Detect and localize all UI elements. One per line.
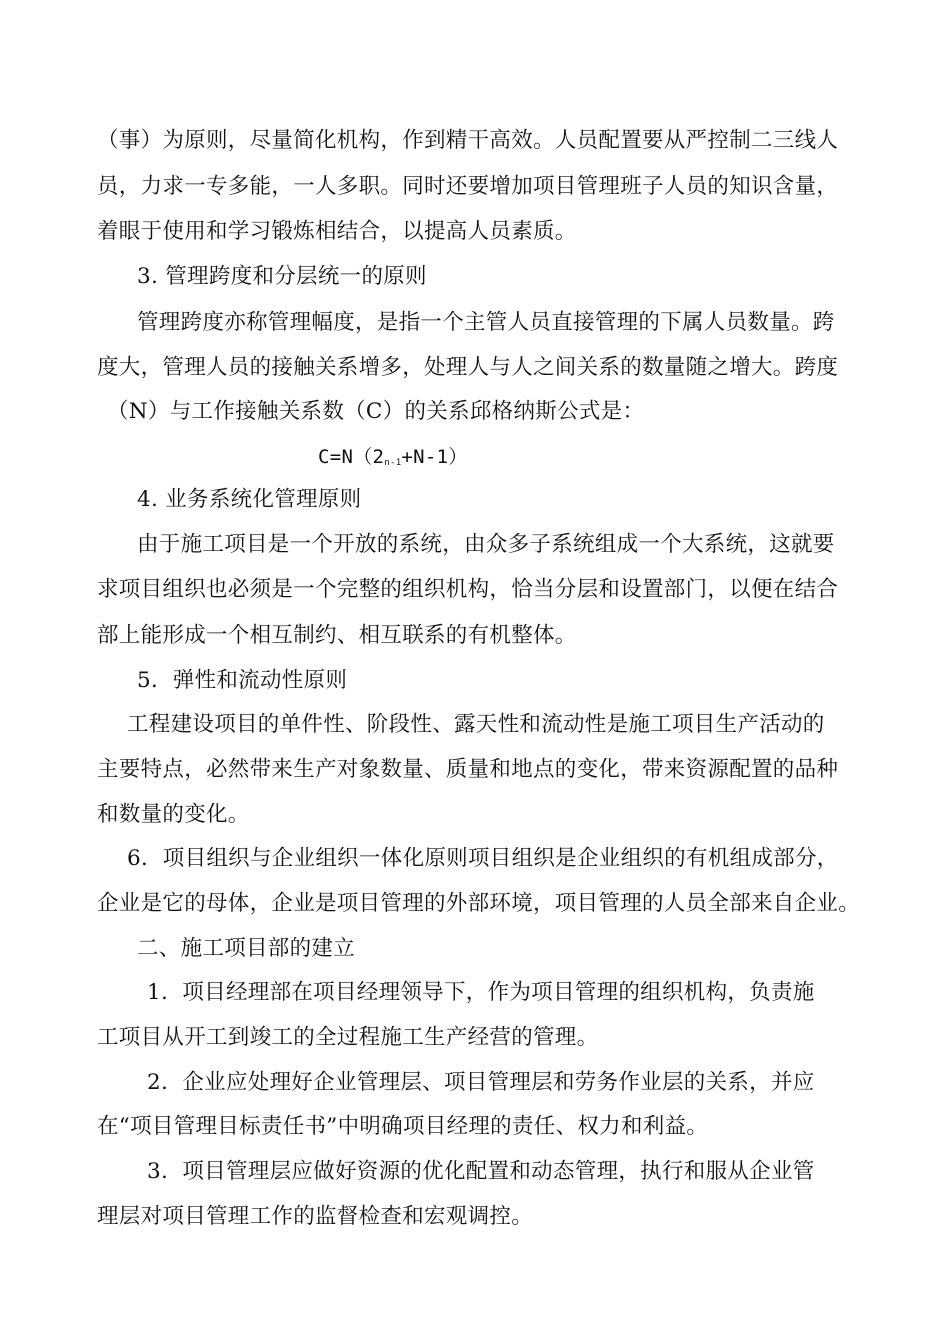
- paragraph-line: 3. 项目管理层应做好资源的优化配置和动态管理，执行和服从企业管: [147, 1159, 815, 1184]
- formula-suffix: +N-1）: [401, 446, 468, 468]
- formula-subscript: n-1: [384, 458, 402, 468]
- section-heading: 5．弹性和流动性原则: [137, 668, 348, 693]
- paragraph-line: 工项目从开工到竣工的全过程施工生产经营的管理。: [97, 1025, 599, 1050]
- section-heading: 4. 业务系统化管理原则: [137, 487, 362, 512]
- formula-prefix: C=N（2: [318, 446, 385, 468]
- paragraph-line: 由于施工项目是一个开放的系统，由众多子系统组成一个大系统，这就要: [137, 532, 835, 557]
- paragraph-line: 管理跨度亦称管理幅度，是指一个主管人员直接管理的下属人员数量。跨: [137, 310, 835, 335]
- section-heading: 3. 管理跨度和分层统一的原则: [137, 264, 427, 289]
- paragraph-line: 理层对项目管理工作的监督检查和宏观调控。: [97, 1204, 534, 1229]
- paragraph-line: 企业是它的母体，企业是项目管理的外部环境，项目管理的人员全部来自企业。: [97, 891, 861, 916]
- paragraph-line: 主要特点，必然带来生产对象数量、质量和地点的变化，带来资源配置的品种: [97, 757, 839, 782]
- paragraph-line: 员，力求一专多能，一人多职。同时还要增加项目管理班子人员的知识含量，: [97, 174, 839, 199]
- paragraph-line: 求项目组织也必须是一个完整的组织机构，恰当分层和设置部门，以便在结合: [97, 577, 839, 602]
- paragraph-line: 工程建设项目的单件性、阶段性、露天性和流动性是施工项目生产活动的: [127, 712, 825, 737]
- paragraph-line: 着眼于使用和学习锻炼相结合，以提高人员素质。: [97, 219, 577, 244]
- section-heading: 二、施工项目部的建立: [137, 936, 356, 961]
- formula: [318, 442, 468, 478]
- paragraph-line: （事）为原则，尽量简化机构，作到精干高效。人员配置要从严控制二三线人: [97, 128, 839, 153]
- paragraph-line: 度大，管理人员的接触关系增多，处理人与人之间关系的数量随之增大。跨度: [97, 355, 839, 380]
- paragraph-line: 在“项目管理目标责任书”中明确项目经理的责任、权力和利益。: [97, 1114, 709, 1139]
- paragraph-line: 部上能形成一个相互制约、相互联系的有机整体。: [97, 623, 577, 648]
- paragraph-line: 2. 企业应处理好企业管理层、项目管理层和劳务作业层的关系，并应: [147, 1070, 815, 1095]
- paragraph-line: 和数量的变化。: [97, 802, 250, 827]
- paragraph-line: 1. 项目经理部在项目经理领导下，作为项目管理的组织机构，负责施: [147, 980, 815, 1005]
- paragraph-line: （N）与工作接触关系数（C）的关系邱格纳斯公式是：: [107, 399, 645, 424]
- paragraph-line: 6．项目组织与企业组织一体化原则项目组织是企业组织的有机组成部分，: [127, 846, 839, 871]
